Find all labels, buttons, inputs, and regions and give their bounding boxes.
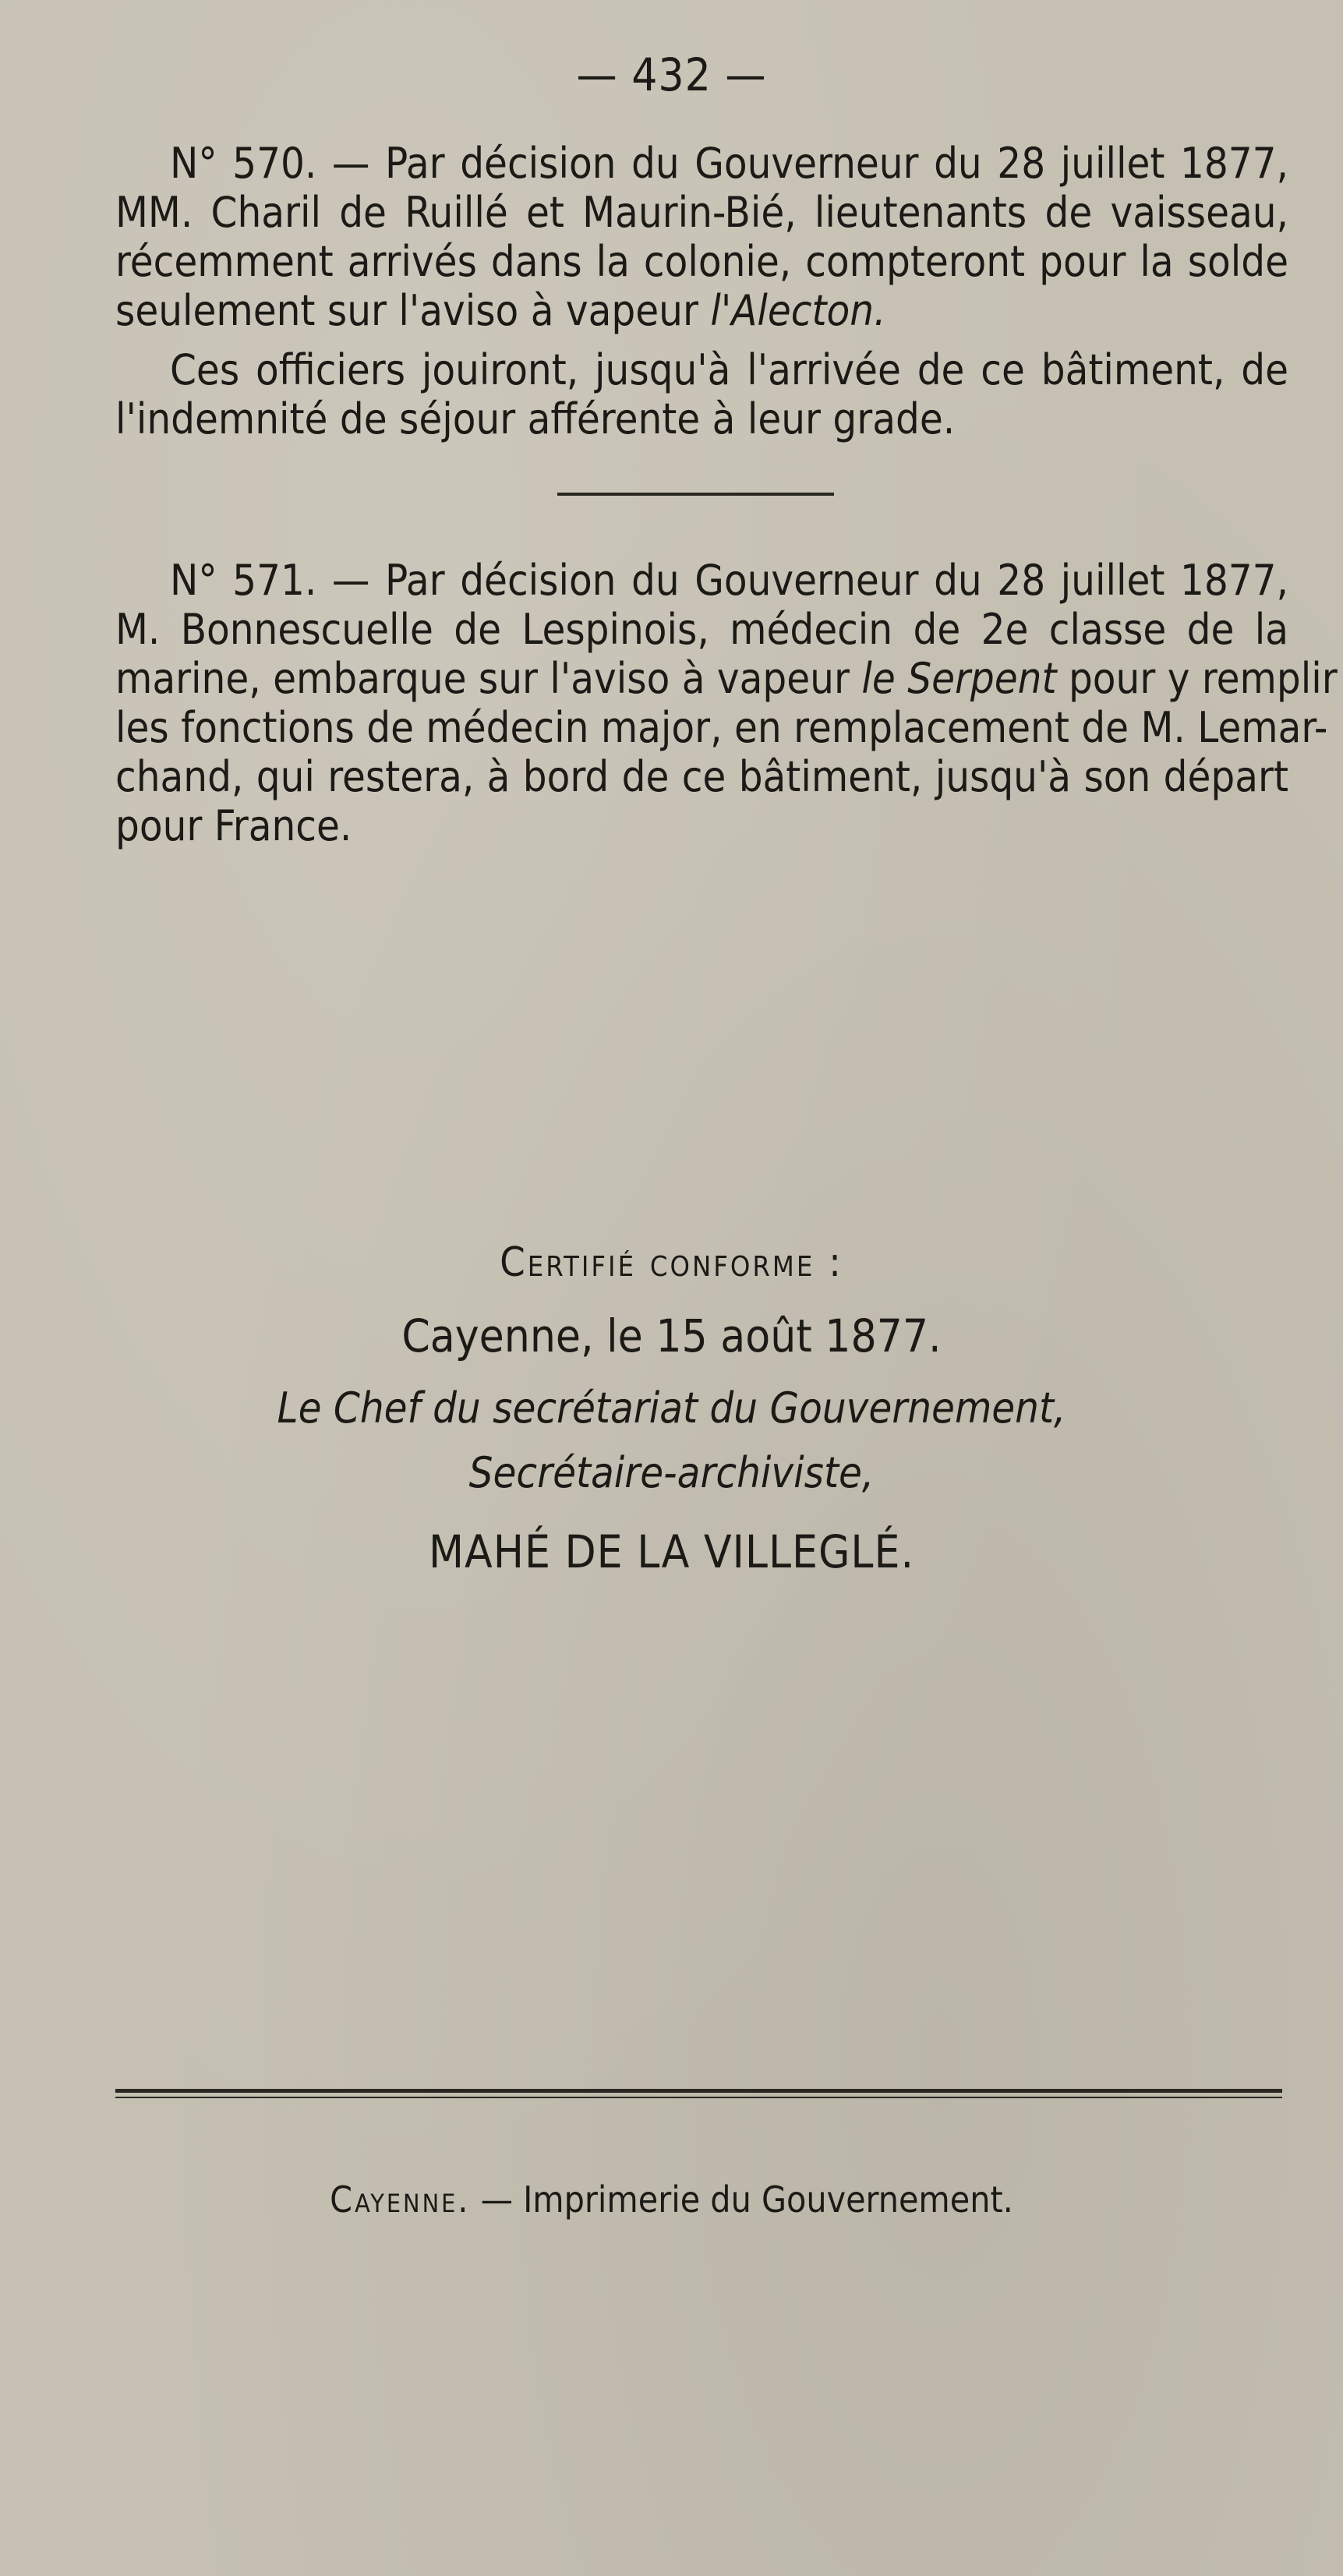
decision-570-line-4 [115, 286, 1288, 335]
ship-name-serpent: le Serpent [861, 654, 1057, 703]
decision-571-line-6: pour France. [115, 801, 352, 850]
decision-570-followup-line-2: l'indemnité de séjour afférente à leur grade. [115, 394, 956, 443]
decision-570-line-3: récemment arrivés dans la colonie, compteront pour la solde [115, 237, 1288, 286]
decision-570-line-4-text: seulement sur l'aviso à vapeur [115, 286, 698, 335]
decision-571-line-3-end: pour y remplir [1068, 654, 1338, 703]
decision-571-line-5: chand, qui restera, à bord de ce bâtiment, jusqu'à son départ [115, 752, 1288, 801]
footer-imprint [0, 2178, 1343, 2221]
ship-name-alecton: l'Alecton. [710, 286, 886, 335]
footer-separator: — [480, 2178, 513, 2221]
decision-571-line-2: M. Bonnescuelle de Lespinois, médecin de 2e classe de la [115, 605, 1288, 654]
separator-rule [557, 493, 834, 496]
decision-570-line-1: N° 570. — Par décision du Gouverneur du 28 juillet 1877, [170, 139, 1288, 188]
footer-rule-thin [115, 2097, 1282, 2098]
certification-place-date: Cayenne, le 15 août 1877. [401, 1309, 942, 1362]
footer-rule-thick [115, 2089, 1282, 2093]
decision-570-followup [115, 345, 1288, 443]
decision-571-line-3-text: marine, embarque sur l'aviso à vapeur [115, 654, 850, 703]
footer-printer-name: Imprimerie du Gouvernement. [523, 2178, 1013, 2221]
decision-571 [115, 556, 1338, 850]
decision-571-line-1: N° 571. — Par décision du Gouverneur du 28 juillet 1877, [170, 556, 1288, 605]
decision-570-line-2: MM. Charil de Ruillé et Maurin-Bié, lieutenants de vaisseau, [115, 188, 1288, 237]
certification-title-line-1: Le Chef du secrétariat du Gouvernement, [277, 1383, 1066, 1433]
decision-571-line-3 [115, 654, 1338, 703]
certification-heading: Certifié conforme : [500, 1239, 843, 1286]
decision-570-followup-line-1: Ces officiers jouiront, jusqu'à l'arrivée de ce bâtiment, de [170, 345, 1288, 394]
decision-571-line-4: les fonctions de médecin major, en remplacement de M. Lemar- [115, 703, 1328, 752]
certification-title-line-2: Secrétaire-archiviste, [468, 1448, 875, 1497]
footer-printer-place: Cayenne. [330, 2178, 471, 2221]
decision-570 [115, 139, 1288, 335]
signature: MAHÉ DE LA VILLEGLÉ. [428, 1525, 915, 1578]
page-number: — 432 — [576, 48, 767, 101]
